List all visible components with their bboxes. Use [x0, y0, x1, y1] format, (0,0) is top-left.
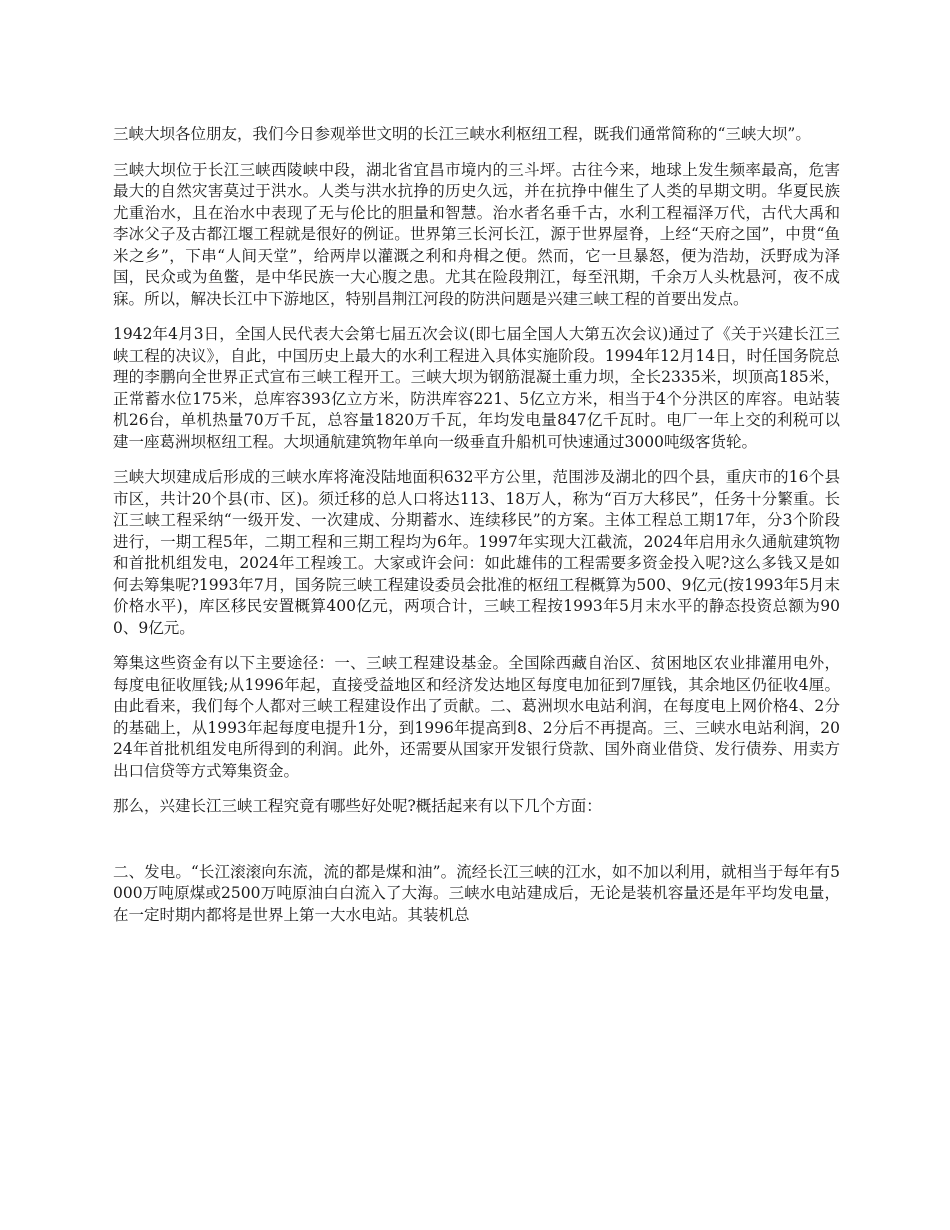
paragraph-intro: 三峡大坝各位朋友，我们今日参观举世文明的长江三峡水利枢纽工程，既我们通常简称的“三峡大坝”。 [113, 125, 811, 143]
paragraph-reservoir-migration: 三峡大坝建成后形成的三峡水库将淹没陆地面积632平方公里，范围涉及湖北的四个县，重庆市的16个县市区，共计20个县(市、区)。须迁移的总人口将达113、18万人，称为“百万大移民”，任务十分繁重。长江三峡工程采纳“一级开发、一次建成、分期蓄水、连续移民”的方案。主体工程总工期17年，分3个阶段进行，一期工程5年，二期工程和三期工程均为6年。1997年实现大江截流，2024年启用永久通航建筑物和首批机组发电，2024年工程竣工。大家或许会问：如此雄伟的工程需要多资金投入呢?这么多钱又是如何去筹集呢?1993年7月，国务院三峡工程建设委员会批准的枢纽工程概算为500、9亿元(按1993年5月末价格水平)，库区移民安置概算400亿元，两项合计，三峡工程按1993年5月末水平的静态投资总额为900、9亿元。 [113, 468, 840, 637]
paragraph-location-history: 三峡大坝位于长江三峡西陵峡中段，湖北省宜昌市境内的三斗坪。古往今来，地球上发生频率最高，危害最大的自然灾害莫过于洪水。人类与洪水抗挣的历史久远，并在抗挣中催生了人类的早期文明。华夏民族尤重治水，且在治水中表现了无与伦比的胆量和智慧。治水者名垂千古，水利工程福泽万代，古代大禹和李冰父子及古都江堰工程就是很好的例证。世界第三长河长江，源于世界屋脊，上经“天府之国”，中贯“鱼米之乡”，下串“人间天堂”，给两岸以灌溉之利和舟楫之便。然而，它一旦暴怒，便为浩劫，沃野成为泽国，民众或为鱼鳖，是中华民族一大心腹之患。尤其在险段荆江，每至汛期，千余万人头枕悬河，夜不成寐。所以，解决长江中下游地区，特别昌荆江河段的防洪问题是兴建三峡工程的首要出发点。 [113, 160, 840, 308]
paragraph-power-generation: 二、发电。“长江滚滚向东流，流的都是煤和油”。流经长江三峡的江水，如不加以利用，就相当于每年有5000万吨原煤或2500万吨原油白白流入了大海。三峡水电站建成后，无论是装机容量还是年平均发电量，在一定时期内都将是世界上第一大水电站。其装机总 [113, 862, 840, 924]
blank-gap [113, 832, 840, 862]
paragraph-funding-sources: 筹集这些资金有以下主要途径：一、三峡工程建设基金。全国除西藏自治区、贫困地区农业排灌用电外，每度电征收厘钱;从1996年起，直接受益地区和经济发达地区每度电加征到7厘钱，其余地区仍征收4厘。由此看来，我们每个人都对三峡工程建设作出了贡献。二、葛洲坝水电站利润，在每度电上网价格4、2分的基础上，从1993年起每度电提升1分，到1996年提高到8、2分后不再提高。三、三峡水电站利润，2024年首批机组发电所得到的利润。此外，还需要从国家开发银行贷款、国外商业借贷、发行债券、用卖方出口信贷等方式筹集资金。 [113, 654, 840, 780]
paragraph-construction-specs: 1942年4月3日，全国人民代表大会第七届五次会议(即七届全国人大第五次会议)通过了《关于兴建长江三峡工程的决议》，自此，中国历史上最大的水利工程进入具体实施阶段。1994年12月14日，时任国务院总理的李鹏向全世界正式宣布三峡工程开工。三峡大坝为钢筋混凝土重力坝，全长2335米，坝顶高185米，正常蓄水位175米，总库容393亿立方米，防洪库容221、5亿立方米，相当于4个分洪区的库容。电站装机26台，单机热量70万千瓦，总容量1820万千瓦，年均发电量847亿千瓦时。电厂一年上交的利税可以建一座葛洲坝枢纽工程。大坝通航建筑物年单向一级垂直升船机可快速通过3000吨级客货轮。 [113, 325, 840, 451]
paragraph-benefits-intro: 那么，兴建长江三峡工程究竟有哪些好处呢?概括起来有以下几个方面： [113, 797, 602, 815]
document-page [113, 124, 840, 940]
